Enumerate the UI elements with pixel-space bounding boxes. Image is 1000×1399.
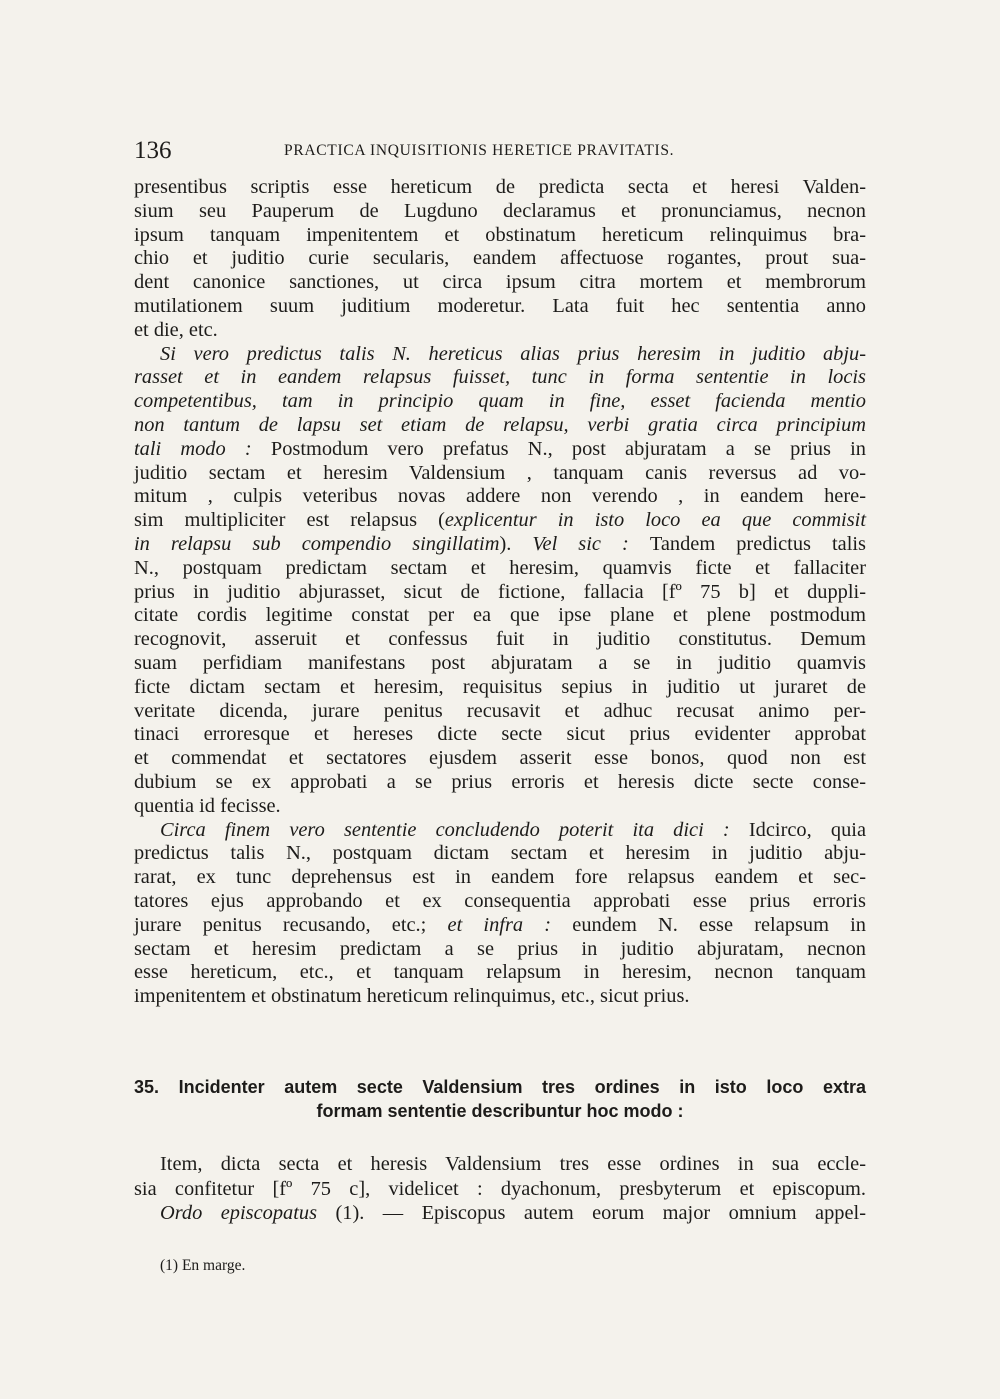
- text-line: [134, 938, 866, 962]
- text-segment: mutilationem suum juditium moderetur. Lata fuit hec sententia anno: [134, 294, 866, 317]
- text-line: [134, 819, 866, 843]
- text-segment: presentibus scriptis esse hereticum de predicta secta et heresi Valden-: [134, 176, 866, 198]
- text-line: [134, 224, 866, 248]
- text-line: [134, 438, 866, 462]
- text-segment: ipsum tanquam impenitentem et obstinatum hereticum relinquimus bra-: [134, 223, 866, 246]
- text-segment: in relapsu sub compendio singillatim: [134, 532, 500, 555]
- text-line: [134, 914, 866, 938]
- text-segment: dubium se ex approbati a se prius erroris et heresis dicte secte conse-: [134, 770, 866, 793]
- text-segment: explicentur in isto loco ea que commisit: [444, 509, 866, 532]
- text-segment: jurare penitus recusando, etc.;: [134, 913, 448, 936]
- text-line: [134, 390, 866, 414]
- text-segment: sectam et heresim predictam a se prius in juditio abjuratam, necnon: [134, 937, 866, 960]
- text-segment: impenitentem et obstinatum hereticum relinquimus, etc., sicut prius.: [134, 985, 690, 1008]
- main-text-block: [134, 176, 866, 1009]
- text-segment: tatores ejus approbando et ex consequentia approbati esse prius erroris: [134, 889, 866, 912]
- text-segment: Idcirco, quia: [748, 818, 866, 841]
- text-segment: et die, etc.: [134, 318, 218, 341]
- text-line: [134, 366, 866, 390]
- text-segment: N., postquam predictam sectam et heresim, quamvis ficte et fallaciter: [134, 556, 866, 579]
- text-segment: prius in juditio abjurasset, sicut de fictione, fallacia [fº 75 b] et duppli-: [134, 580, 866, 603]
- text-segment: Postmodum vero prefatus N., post abjuratam a se prius in: [270, 437, 866, 460]
- text-segment: Si vero predictus talis N. hereticus alias prius heresim in juditio abju-: [160, 342, 866, 365]
- text-segment: rasset et in eandem relapsus fuisset, tunc in forma sententie in locis: [134, 366, 866, 389]
- text-segment: suam perfidiam manifestans post abjuratam a se in juditio quamvis: [134, 651, 866, 674]
- text-line: [134, 890, 866, 914]
- text-line: [134, 414, 866, 438]
- text-line: [134, 509, 866, 533]
- text-segment: Ordo episcopatus: [160, 1202, 318, 1224]
- text-line: [134, 295, 866, 319]
- text-segment: Item, dicta secta et heresis Valdensium tres esse ordines in sua eccle-: [160, 1153, 866, 1175]
- text-segment: dent canonice sanctiones, ut circa ipsum citra mortem et membrorum: [134, 271, 866, 294]
- text-segment: citate cordis legitime constat per ea que ipse plane et plene postmodum: [134, 604, 866, 627]
- page-header: [134, 136, 726, 166]
- text-line: [134, 176, 866, 200]
- footnote: (1) En marge.: [160, 1257, 246, 1274]
- text-segment: sim multipliciter est relapsus (: [134, 509, 445, 532]
- text-segment: chio et juditio curie secularis, eandem affectuose rogantes, prout sua-: [134, 247, 866, 270]
- page-number: 136: [134, 137, 172, 164]
- text-segment: competentibus, tam in principio quam in fine, esset facienda mentio: [134, 390, 866, 413]
- text-line: [134, 676, 866, 700]
- text-segment: et commendat et sectatores ejusdem asserit esse bonos, quod non est: [134, 747, 866, 770]
- text-line: [134, 628, 866, 652]
- text-segment: mitum , culpis veteribus novas addere non verendo , in eandem here-: [134, 485, 866, 508]
- text-segment: non tantum de lapsu set etiam de relapsu, verbi gratia circa principium: [134, 413, 866, 436]
- text-line: [134, 723, 866, 747]
- text-line: [134, 343, 866, 367]
- text-line: [134, 795, 866, 819]
- text-segment: recognovit, asseruit et confessus fuit in juditio constitutus. Demum: [134, 628, 866, 651]
- text-segment: ficte dictam sectam et heresim, requisitus sepius in juditio ut juraret de: [134, 675, 866, 698]
- text-segment: et infra :: [447, 913, 573, 936]
- text-line: [134, 462, 866, 486]
- text-line: [134, 747, 866, 771]
- text-line: [134, 842, 866, 866]
- text-line: [134, 581, 866, 605]
- text-line: [134, 485, 866, 509]
- text-line: [134, 200, 866, 224]
- text-line: [134, 1177, 866, 1202]
- text-segment: Tandem predictus talis: [649, 532, 866, 555]
- text-line: [134, 700, 866, 724]
- text-segment: veritate dicenda, jurare penitus recusavit et adhuc recusat animo per-: [134, 699, 866, 722]
- section-heading-line-2: formam sententie describuntur hoc modo :: [316, 1101, 684, 1121]
- text-segment: quentia id fecisse.: [134, 794, 281, 817]
- text-line: [134, 533, 866, 557]
- text-line: [134, 866, 866, 890]
- text-segment: sia confitetur [fº 75 c], videlicet : dyachonum, presbyterum et episcopum.: [134, 1177, 866, 1200]
- text-line: [134, 985, 866, 1009]
- section-heading-line-1: 35. Incidenter autem secte Valdensium tres ordines in isto loco extra: [134, 1077, 866, 1097]
- text-segment: esse hereticum, etc., et tanquam relapsum in heresim, necnon tanquam: [134, 961, 866, 984]
- text-line: [134, 1201, 866, 1226]
- running-title: PRACTICA INQUISITIONIS HERETICE PRAVITATIS.: [284, 142, 675, 159]
- text-line: [134, 961, 866, 985]
- text-segment: (1). — Episcopus autem eorum major omnium appel-: [317, 1202, 866, 1224]
- text-line: [134, 271, 866, 295]
- text-segment: tinaci erroresque et hereses dicte secte sicut prius evidenter approbat: [134, 723, 866, 746]
- text-segment: predictus talis N., postquam dictam sectam et heresim in juditio abju-: [134, 842, 866, 865]
- text-segment: rarat, ex tunc deprehensus est in eandem fore relapsus eandem et sec-: [134, 866, 866, 889]
- text-line: [134, 652, 866, 676]
- text-segment: Circa finem vero sententie concludendo poterit ita dici :: [160, 818, 749, 841]
- text-line: [134, 319, 866, 343]
- text-segment: sium seu Pauperum de Lugduno declaramus et pronunciamus, necnon: [134, 199, 866, 222]
- text-line: [134, 557, 866, 581]
- text-line: [134, 604, 866, 628]
- text-segment: juditio sectam et heresim Valdensium , tanquam canis reversus ad vo-: [134, 461, 866, 484]
- text-segment: eundem N. esse relapsum in: [572, 913, 866, 936]
- text-segment: ).: [499, 532, 533, 555]
- text-line: [134, 1152, 866, 1177]
- text-line: [134, 771, 866, 795]
- text-segment: Vel sic :: [532, 532, 650, 555]
- section-body-text: [134, 1152, 866, 1226]
- text-line: [134, 247, 866, 271]
- text-segment: tali modo :: [134, 437, 271, 460]
- section-heading: [134, 1075, 866, 1123]
